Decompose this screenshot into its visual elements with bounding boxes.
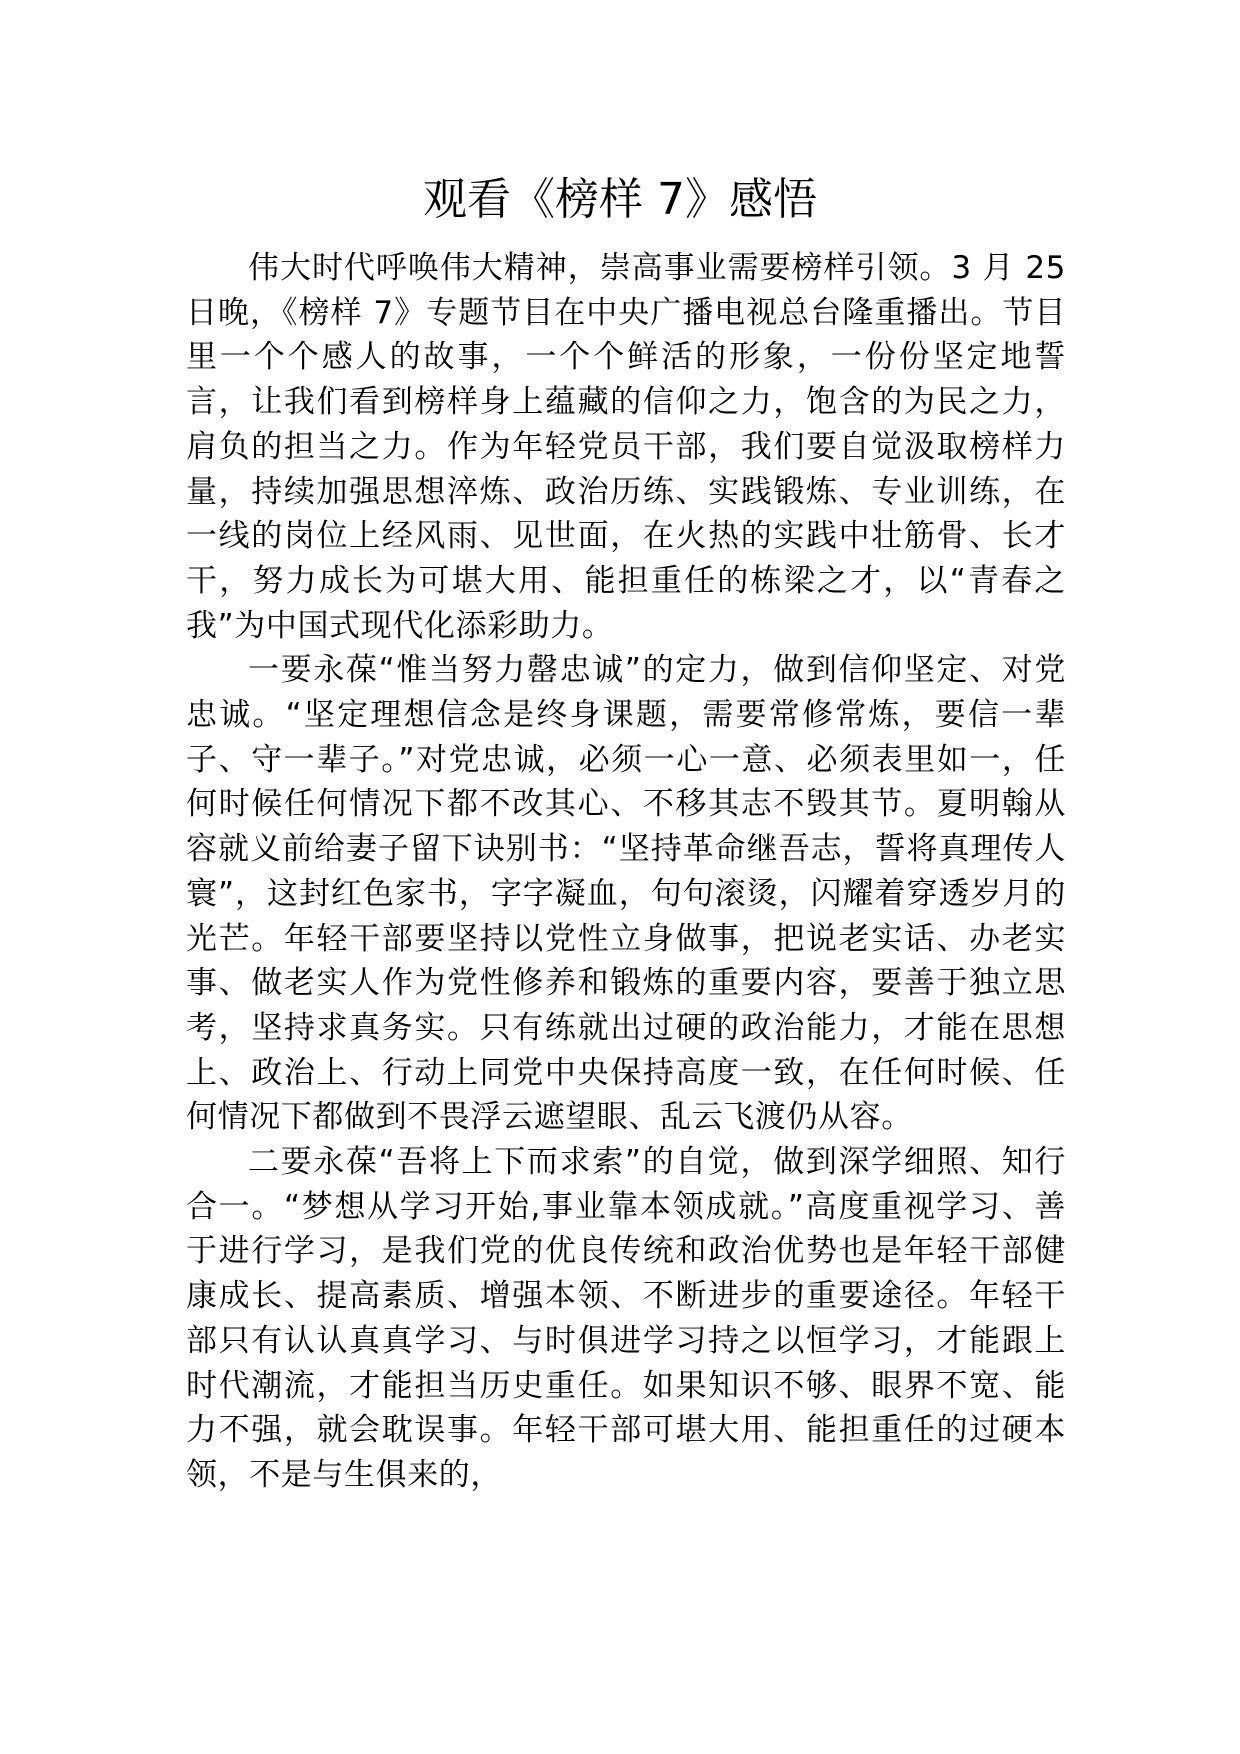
document-title: 观看《榜样 7》感悟: [423, 174, 817, 225]
document-body: [186, 246, 1066, 1498]
paragraph-intro: 伟大时代呼唤伟大精神，崇高事业需要榜样引领。3 月 25 日晚，《榜样 7》专题节目在中央广播电视总台隆重播出。节目里一个个感人的故事，一个个鲜活的形象，一份份坚定地誓言，让我们看到榜样身上蕴藏的信仰之力，饱含的为民之力，肩负的担当之力。作为年轻党员干部，我们要自觉汲取榜样力量，持续加强思想淬炼、政治历练、实践锻炼、专业训练，在一线的岗位上经风雨、见世面，在火热的实践中壮筋骨、长才干，努力成长为可堪大用、能担重任的栋梁之才，以“青春之我”为中国式现代化添彩助力。: [186, 250, 1066, 644]
paragraph-learning: 二要永葆“吾将上下而求索”的自觉，做到深学细照、知行合一。“梦想从学习开始,事业靠本领成就。”高度重视学习、善于进行学习，是我们党的优良传统和政治优势也是年轻干部健康成长、提高素质、增强本领、不断进步的重要途径。年轻干部只有认认真真学习、与时俱进学习持之以恒学习，才能跟上时代潮流，才能担当历史重任。如果知识不够、眼界不宽、能力不强，就会耽误事。年轻干部可堪大用、能担重任的过硬本领，不是与生俱来的，: [186, 1144, 1066, 1493]
paragraph-loyalty: 一要永葆“惟当努力罄忠诚”的定力，做到信仰坚定、对党忠诚。“坚定理想信念是终身课题，需要常修常炼，要信一辈子、守一辈子。”对党忠诚，必须一心一意、必须表里如一，任何时候任何情况下都不改其心、不移其志不毁其节。夏明翰从容就义前给妻子留下诀别书：“坚持革命继吾志，誓将真理传人寰”，这封红色家书，字字凝血，句句滚烫，闪耀着穿透岁月的光芒。年轻干部要坚持以党性立身做事，把说老实话、办老实事、做老实人作为党性修养和锻炼的重要内容，要善于独立思考，坚持求真务实。只有练就出过硬的政治能力，才能在思想上、政治上、行动上同党中央保持高度一致，在任何时候、任何情况下都做到不畏浮云遮望眼、乱云飞渡仍从容。: [186, 652, 1066, 1136]
